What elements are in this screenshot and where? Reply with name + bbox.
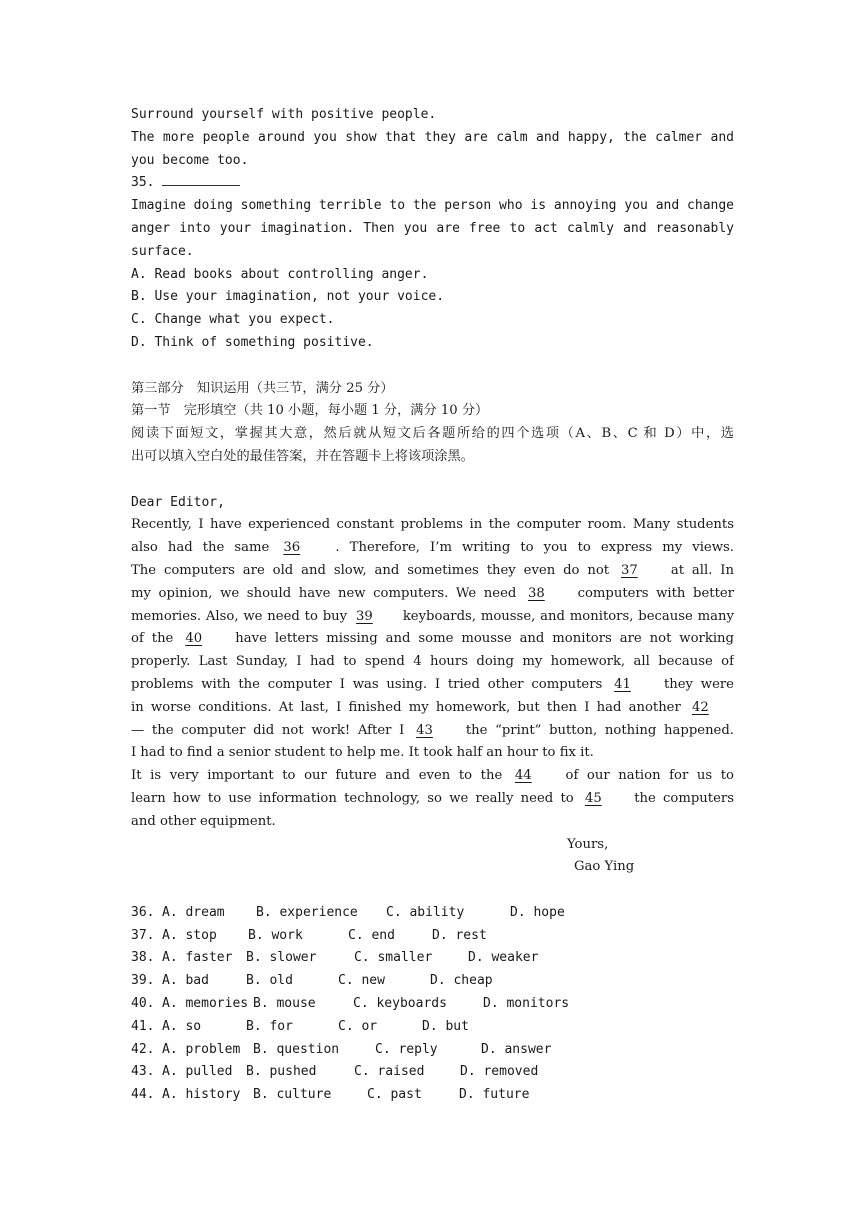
blank-42: 42 [692,699,709,715]
question-number: 40. [131,996,155,1012]
letter-line-1: Recently, I have experienced constant problems in the computer room. Many students [131,517,734,533]
answer-option-c: C. or [338,1018,378,1034]
answer-option-a: A. dream [162,904,225,920]
document-page [131,104,734,1107]
answer-option-d: D. but [422,1018,469,1034]
letter-text: also had the same [131,540,270,556]
letter-text: my opinion, we should have new computers. We need [131,585,517,601]
answer-option-b: B. culture [253,1087,332,1103]
answer-blank-35 [162,172,240,186]
answer-option-b: B. work [248,927,303,943]
answer-option-a: A. history [162,1087,241,1103]
letter-text: in worse conditions. At last, I finished my homework, but then I had another [131,699,681,715]
answer-option-a: A. bad [162,973,209,989]
answer-option-a: A. pulled [162,1064,233,1080]
answer-option-c: C. end [348,927,395,943]
blank-37: 37 [620,562,638,578]
letter-text: problems with the computer I was using. I tried other computers [131,676,603,692]
answer-option-d: D. cheap [430,973,493,989]
answer-option-a: A. so [162,1018,202,1034]
letter-line-7: properly. Last Sunday, I had to spend 4 hours doing my homework, all because of [131,654,734,670]
question-number: 44. [131,1087,155,1103]
letter-line-2 [131,537,734,560]
blank-39: 39 [355,608,373,624]
letter-text: — the computer did not work! After I [131,722,405,738]
question-row [131,970,734,993]
answer-option-a: A. memories [162,996,249,1012]
letter-text: of the [131,631,174,647]
letter-text: learn how to use information technology, so we really need to [131,790,574,806]
answer-option-b: B. question [253,1041,340,1057]
letter-text: The computers are old and slow, and sometimes they even do not [131,562,610,578]
letter-line-14: and other equipment. [131,813,276,829]
blank-44: 44 [514,768,532,784]
question-row [131,1084,734,1107]
letter-closing: Yours, [567,836,609,852]
letter-line-12 [131,765,734,788]
letter-line-5 [131,606,734,629]
answer-option-d: D. removed [460,1064,539,1080]
question-number: 38. [131,950,155,966]
part-title: 第三部分 知识运用（共三节，满分 25 分） [131,380,394,396]
option-b: B. Use your imagination, not your voice. [131,289,445,305]
answer-option-b: B. old [246,973,293,989]
question-row [131,947,734,970]
answer-option-a: A. stop [162,927,217,943]
letter-signature: Gao Ying [574,859,635,875]
letter-text: keyboards, mousse, and monitors, because many [402,608,734,624]
letter-text: . Therefore, I’m writing to you to express my views. [335,540,734,556]
question-row [131,1039,734,1062]
letter-line-6 [131,628,734,651]
letter-line-10 [131,720,734,743]
question-row [131,1061,734,1084]
answer-option-d: D. rest [432,927,487,943]
letter-text: they were [663,676,734,692]
question-number: 39. [131,973,155,989]
question-number: 42. [131,1041,155,1057]
option-c: C. Change what you expect. [131,312,335,328]
imagine-line-2: anger into your imagination. Then you are free to act calmly and reasonably [131,220,734,236]
question-number: 41. [131,1018,155,1034]
answer-option-a: A. problem [162,1041,241,1057]
answer-option-b: B. for [246,1018,293,1034]
answer-option-b: B. slower [246,950,317,966]
instruction-line-1: 阅读下面短文，掌握其大意，然后就从短文后各题所给的四个选项（A、B、C 和 D）中，选 [131,426,734,442]
question-list [131,902,734,1107]
question-number: 43. [131,1064,155,1080]
question-number: 36. [131,904,155,920]
answer-option-c: C. reply [375,1041,438,1057]
imagine-line-3: surface. [131,243,194,259]
answer-option-c: C. smaller [354,950,433,966]
letter-text: computers with better [577,585,734,601]
answer-option-d: D. hope [510,904,565,920]
letter-text: the “print” button, nothing happened. [465,722,734,738]
question-row [131,925,734,948]
answer-option-b: B. experience [256,904,358,920]
answer-option-d: D. weaker [468,950,539,966]
blank-41: 41 [614,676,631,692]
question-row [131,902,734,925]
question-number: 37. [131,927,155,943]
question-row [131,993,734,1016]
answer-option-b: B. mouse [253,996,316,1012]
question-35 [131,172,734,195]
blank-40: 40 [185,631,203,647]
imagine-line-1: Imagine doing something terrible to the person who is annoying you and change [131,198,734,214]
answer-option-a: A. faster [162,950,233,966]
option-a: A. Read books about controlling anger. [131,266,429,282]
letter-line-3 [131,560,734,583]
option-d: D. Think of something positive. [131,334,374,350]
letter-text: It is very important to our future and even to the [131,768,503,784]
answer-option-c: C. ability [386,904,465,920]
letter-text: the computers [634,790,734,806]
letter-line-13 [131,788,734,811]
blank-36: 36 [283,540,301,556]
letter-line-9 [131,697,734,720]
blank-38: 38 [527,585,545,601]
answer-option-c: C. new [338,973,385,989]
answer-option-d: D. monitors [483,996,570,1012]
answer-option-c: C. past [367,1087,422,1103]
letter-text: have letters missing and some mousse and monitors are not working [235,631,734,647]
tip-line-1: The more people around you show that they are calm and happy, the calmer and [131,129,734,145]
answer-option-d: D. answer [481,1041,552,1057]
letter-text: at all. In [670,562,734,578]
answer-option-c: C. keyboards [353,996,447,1012]
question-row [131,1016,734,1039]
letter-text: memories. Also, we need to buy [131,608,348,624]
tip-title: Surround yourself with positive people. [131,107,437,122]
letter-line-4 [131,583,734,606]
blank-45: 45 [584,790,602,806]
question-35-number: 35. [131,175,155,191]
section-title: 第一节 完形填空（共 10 小题，每小题 1 分，满分 10 分） [131,403,489,419]
letter-line-8 [131,674,734,697]
letter-greeting: Dear Editor, [131,494,225,510]
tip-line-2: you become too. [131,152,249,168]
answer-option-d: D. future [459,1087,530,1103]
instruction-line-2: 出可以填入空白处的最佳答案，并在答题卡上将该项涂黑。 [131,448,474,464]
answer-option-b: B. pushed [246,1064,317,1080]
letter-line-11: I had to find a senior student to help me. It took half an hour to fix it. [131,745,594,761]
letter-text: of our nation for us to [565,768,734,784]
blank-43: 43 [416,722,433,738]
answer-option-c: C. raised [354,1064,425,1080]
